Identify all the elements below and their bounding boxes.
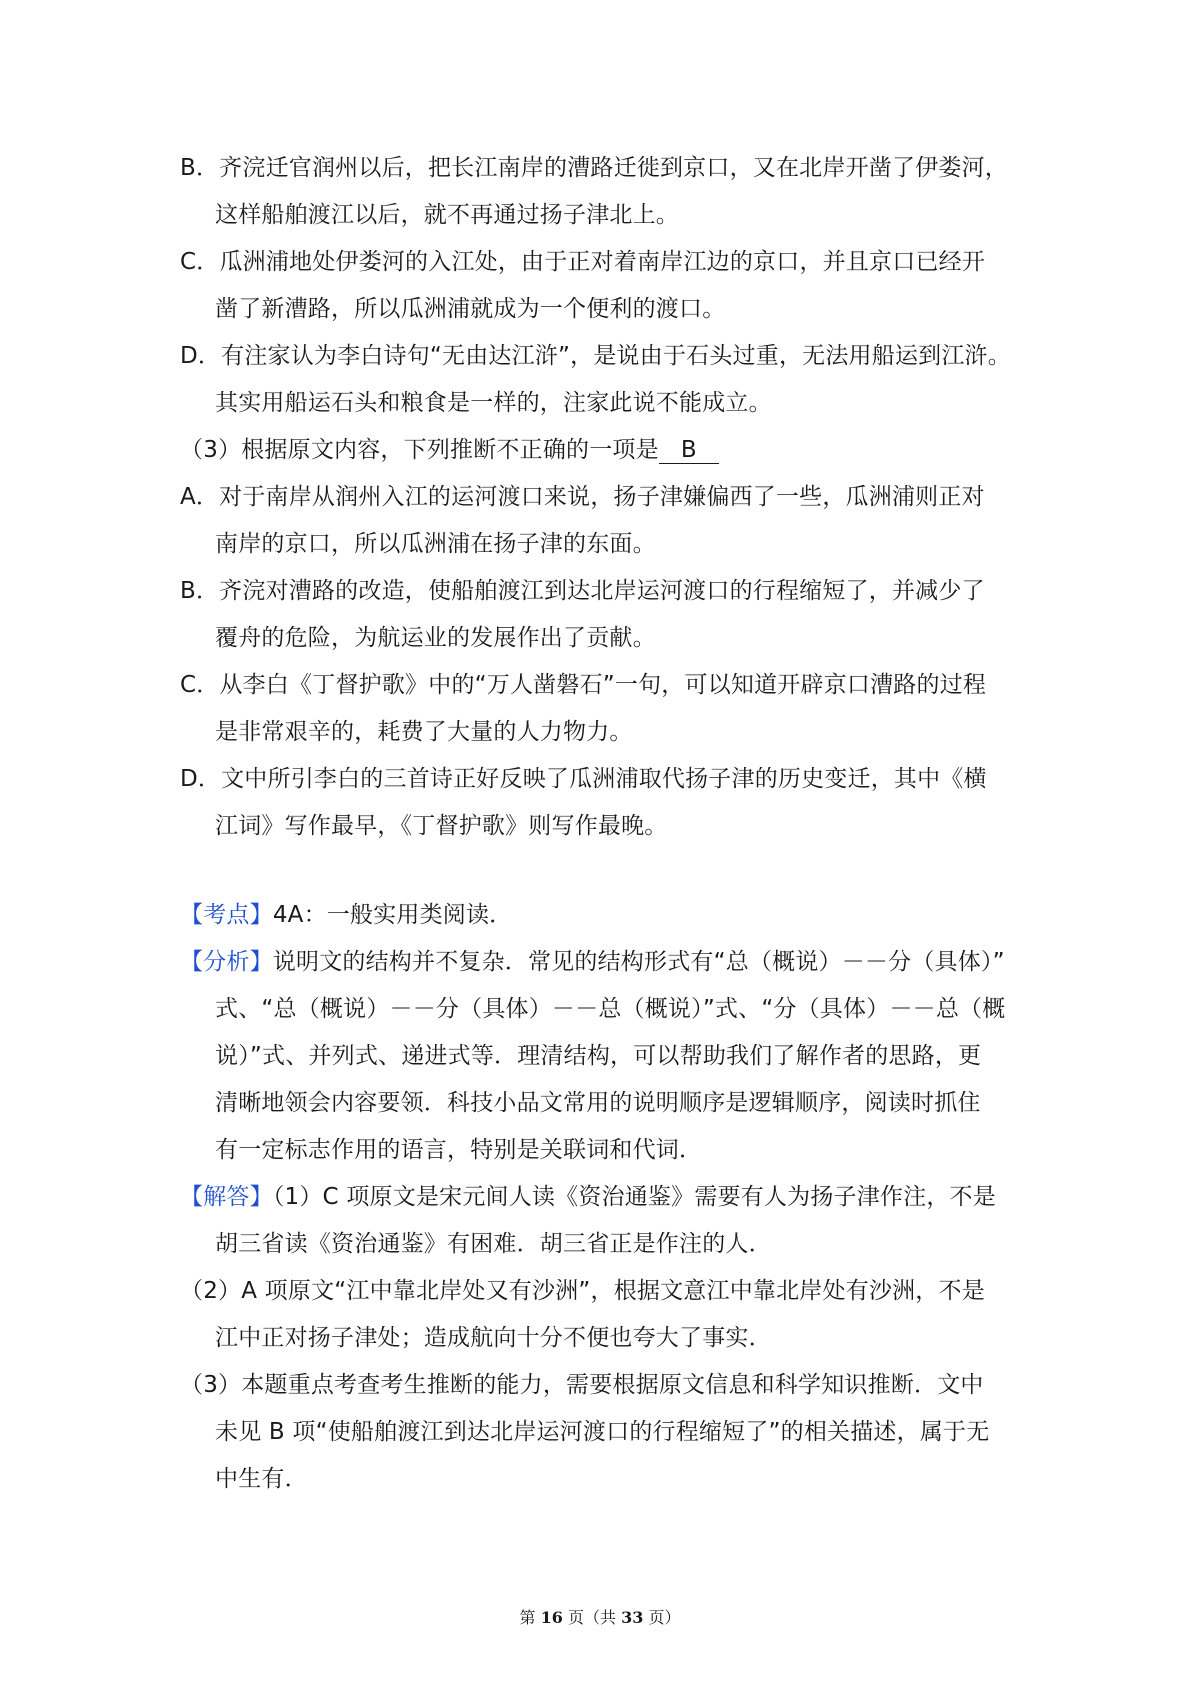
jieda-tag: 【解答】 — [180, 1184, 273, 1210]
q3-stem — [180, 427, 1022, 474]
q2-option-b — [180, 145, 1022, 239]
q2-option-b-line2: 这样船舶渡江以后，就不再通过扬子津北上。 — [215, 202, 679, 228]
q2-option-c — [180, 239, 1022, 333]
q3-option-d — [180, 756, 1022, 850]
q3-option-b — [180, 568, 1022, 662]
fenxi-line2: 式、“总（概说）－－分（具体）－－总（概说）”式、“分（具体）－－总（概 — [215, 996, 1006, 1022]
jieda-p2-line2: 江中正对扬子津处；造成航向十分不便也夸大了事实． — [215, 1325, 772, 1351]
kaodian-text: 4A：一般实用类阅读． — [272, 902, 513, 928]
fenxi-section — [180, 939, 1022, 1174]
jieda-p1-line1 — [180, 1174, 1022, 1221]
q2-option-d-line2: 其实用船运石头和粮食是一样的，注家此说不能成立。 — [215, 390, 772, 416]
fenxi-tag: 【分析】 — [180, 949, 273, 975]
section-spacer — [180, 850, 1022, 892]
jieda-p1-line1-text: （1）C 项原文是宋元间人读《资治通鉴》需要有人为扬子津作注，不是 — [272, 1184, 996, 1210]
footer-page-number: 16 — [540, 1608, 563, 1627]
fenxi-line5: 有一定标志作用的语言，特别是关联词和代词． — [215, 1137, 703, 1163]
q3-option-c-line1: C．从李白《丁督护歌》中的“万人凿磐石”一句，可以知道开辟京口漕路的过程 — [180, 672, 987, 698]
jieda-section — [180, 1174, 1022, 1503]
footer-suffix: 页） — [648, 1608, 681, 1627]
footer-total-pages: 33 — [621, 1608, 644, 1627]
fenxi-line1-text: 说明文的结构并不复杂．常见的结构形式有“总（概说）－－分（具体）” — [272, 949, 1005, 975]
footer-prefix: 第 — [519, 1608, 536, 1627]
q3-answer-blank: B — [659, 437, 719, 464]
jieda-p3-line1: （3）本题重点考查考生推断的能力，需要根据原文信息和科学知识推断．文中 — [180, 1372, 984, 1398]
jieda-p3-line2: 未见 B 项“使船舶渡江到达北岸运河渡口的行程缩短了”的相关描述，属于无 — [215, 1419, 990, 1445]
q3-option-b-line2: 覆舟的危险，为航运业的发展作出了贡献。 — [215, 625, 656, 651]
q2-option-d-line1: D．有注家认为李白诗句“无由达江浒”，是说由于石头过重，无法用船运到江浒。 — [180, 343, 1011, 369]
q3-option-c — [180, 662, 1022, 756]
jieda-p3-line3: 中生有． — [215, 1466, 308, 1492]
q3-option-d-line1: D．文中所引李白的三首诗正好反映了瓜洲浦取代扬子津的历史变迁，其中《横 — [180, 766, 987, 792]
kaodian-tag: 【考点】 — [180, 902, 273, 928]
jieda-p2-line1: （2）A 项原文“江中靠北岸处又有沙洲”，根据文意江中靠北岸处有沙洲，不是 — [180, 1278, 985, 1304]
q3-option-d-line2: 江词》写作最早，《丁督护歌》则写作最晚。 — [215, 813, 668, 839]
q3-option-a-line1: A．对于南岸从润州入江的运河渡口来说，扬子津嫌偏西了一些，瓜洲浦则正对 — [180, 484, 985, 510]
q3-option-a-line2: 南岸的京口，所以瓜洲浦在扬子津的东面。 — [215, 531, 656, 557]
q2-option-c-line2: 凿了新漕路，所以瓜洲浦就成为一个便利的渡口。 — [215, 296, 726, 322]
fenxi-line3: 说）”式、并列式、递进式等．理清结构，可以帮助我们了解作者的思路，更 — [215, 1043, 982, 1069]
q2-option-b-line1: B．齐浣迁官润州以后，把长江南岸的漕路迁徙到京口，又在北岸开凿了伊娄河， — [180, 155, 1008, 181]
q2-option-d — [180, 333, 1022, 427]
fenxi-line1 — [180, 939, 1022, 986]
page-content — [180, 145, 1022, 1503]
q2-option-c-line1: C．瓜洲浦地处伊娄河的入江处，由于正对着南岸江边的京口，并且京口已经开 — [180, 249, 986, 275]
page-footer — [0, 1605, 1200, 1628]
q3-option-c-line2: 是非常艰辛的，耗费了大量的人力物力。 — [215, 719, 633, 745]
fenxi-line4: 清晰地领会内容要领．科技小品文常用的说明顺序是逻辑顺序，阅读时抓住 — [215, 1090, 981, 1116]
kaodian-section — [180, 892, 1022, 939]
q3-stem-text: （3）根据原文内容，下列推断不正确的一项是 — [180, 437, 659, 463]
q3-option-b-line1: B．齐浣对漕路的改造，使船舶渡江到达北岸运河渡口的行程缩短了，并减少了 — [180, 578, 985, 604]
q3-option-a — [180, 474, 1022, 568]
footer-middle: 页（共 — [567, 1608, 616, 1627]
jieda-p1-line2: 胡三省读《资治通鉴》有困难．胡三省正是作注的人． — [215, 1231, 772, 1257]
